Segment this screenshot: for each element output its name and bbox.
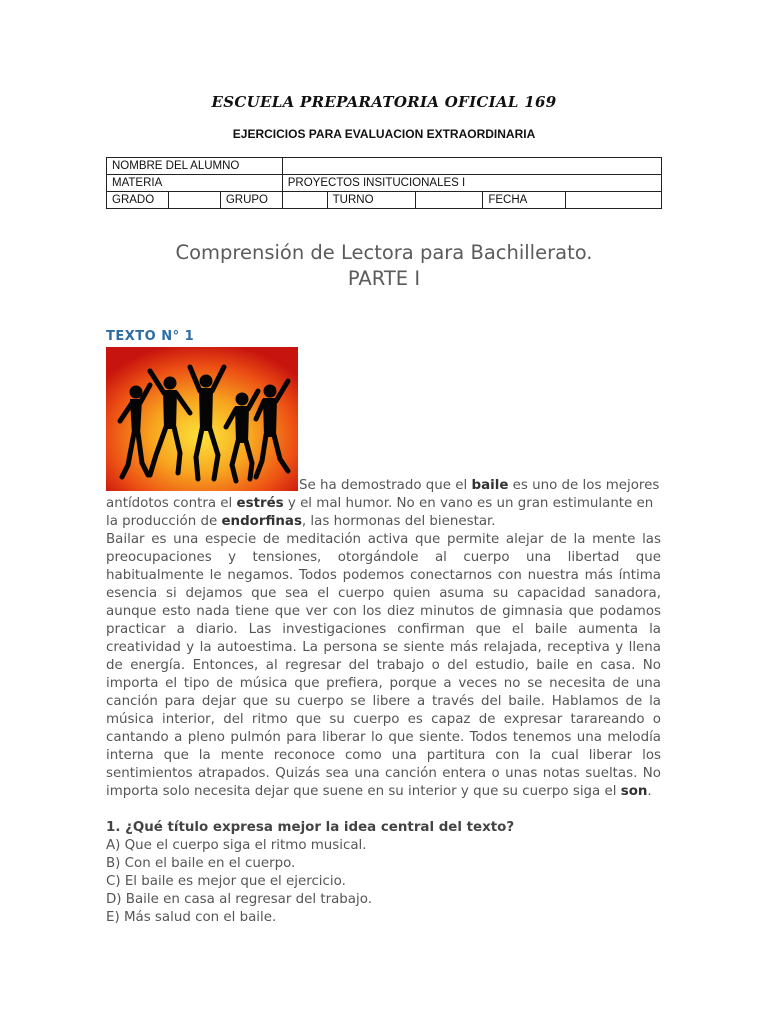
section-heading <box>0 240 768 292</box>
grado-label: GRADO <box>107 192 169 209</box>
paragraph-text: Bailar es una especie de meditación activa que permite alejar de la mente las preocupaciones y tensiones, otorgándole al cuerpo una libertad que habitualmente le negamos. Todos podemos conectarnos con nuestra más íntima esencia si dejamos que sea el cuerpo quien asuma su capacidad sanadora, aunque esto nada tiene que ver con los diez minutos de gimnasia que podamos practicar a diario. Las investigaciones confirman que el baile aumenta la creatividad y la autoestima. La persona se siente más relajada, receptiva y llena de energía. Entonces, al regresar del trabajo o del estudio, baile en casa. No importa el tipo de música que prefiera, porque a veces no se necesita de una canción para dejar que su cuerpo se libere a través del baile. Hablamos de la música interior, del ritmo que su cuerpo es capaz de expresar tarareando o cantando a pleno pulmón para liberar lo que siente. Todos tenemos una melodía interna que la mente reconoce como una partitura con la cual liberar los sentimientos atrapados. Quizás sea una canción entera o unas notas sueltas. No importa solo necesita dejar que suene en su interior y que su cuerpo siga el <box>106 532 661 799</box>
question-text: 1. ¿Qué título expresa mejor la idea central del texto? <box>106 820 515 835</box>
question-1 <box>106 819 666 927</box>
paragraph-text: Se ha demostrado que el <box>299 478 472 493</box>
table-row <box>107 192 662 209</box>
table-row <box>107 175 662 192</box>
texto-label: TEXTO N° 1 <box>106 329 195 344</box>
bold-word-estres: estrés <box>236 496 284 511</box>
nombre-label: NOMBRE DEL ALUMNO <box>107 158 283 175</box>
option-a: A) Que el cuerpo siga el ritmo musical. <box>106 838 367 853</box>
paragraph-2 <box>106 531 661 801</box>
grado-field[interactable] <box>168 192 220 209</box>
dancers-silhouette-image <box>106 347 298 491</box>
heading-line-1: Comprensión de Lectora para Bachillerato. <box>175 241 593 264</box>
nombre-field[interactable] <box>282 158 661 175</box>
materia-label: MATERIA <box>107 175 283 192</box>
materia-value: PROYECTOS INSITUCIONALES I <box>282 175 661 192</box>
option-b: B) Con el baile en el cuerpo. <box>106 856 296 871</box>
bold-word-baile: baile <box>471 478 509 493</box>
option-c: C) El baile es mejor que el ejercicio. <box>106 874 346 889</box>
fecha-label: FECHA <box>483 192 566 209</box>
bold-word-endorfinas: endorfinas <box>221 514 302 529</box>
paragraph-text: y el mal humor. No en vano es un gran estimulante en la producción de <box>106 496 654 529</box>
paragraph-1 <box>106 477 661 531</box>
heading-line-2: PARTE I <box>347 267 421 290</box>
school-name: ESCUELA PREPARATORIA OFICIAL 169 <box>211 93 557 111</box>
table-row <box>107 158 662 175</box>
turno-label: TURNO <box>327 192 415 209</box>
turno-field[interactable] <box>415 192 483 209</box>
grupo-field[interactable] <box>282 192 327 209</box>
paragraph-text: es uno de los mejores antídotos contra el <box>106 478 660 511</box>
option-e: E) Más salud con el baile. <box>106 910 277 925</box>
paragraph-text: . <box>647 784 652 799</box>
fecha-field[interactable] <box>566 192 662 209</box>
bold-word-son: son <box>620 784 648 799</box>
paragraph-text: , las hormonas del bienestar. <box>301 514 496 529</box>
grupo-label: GRUPO <box>220 192 282 209</box>
student-info-table <box>106 157 662 209</box>
document-subtitle: EJERCICIOS PARA EVALUACION EXTRAORDINARIA <box>232 127 536 141</box>
option-d: D) Baile en casa al regresar del trabajo. <box>106 892 372 907</box>
